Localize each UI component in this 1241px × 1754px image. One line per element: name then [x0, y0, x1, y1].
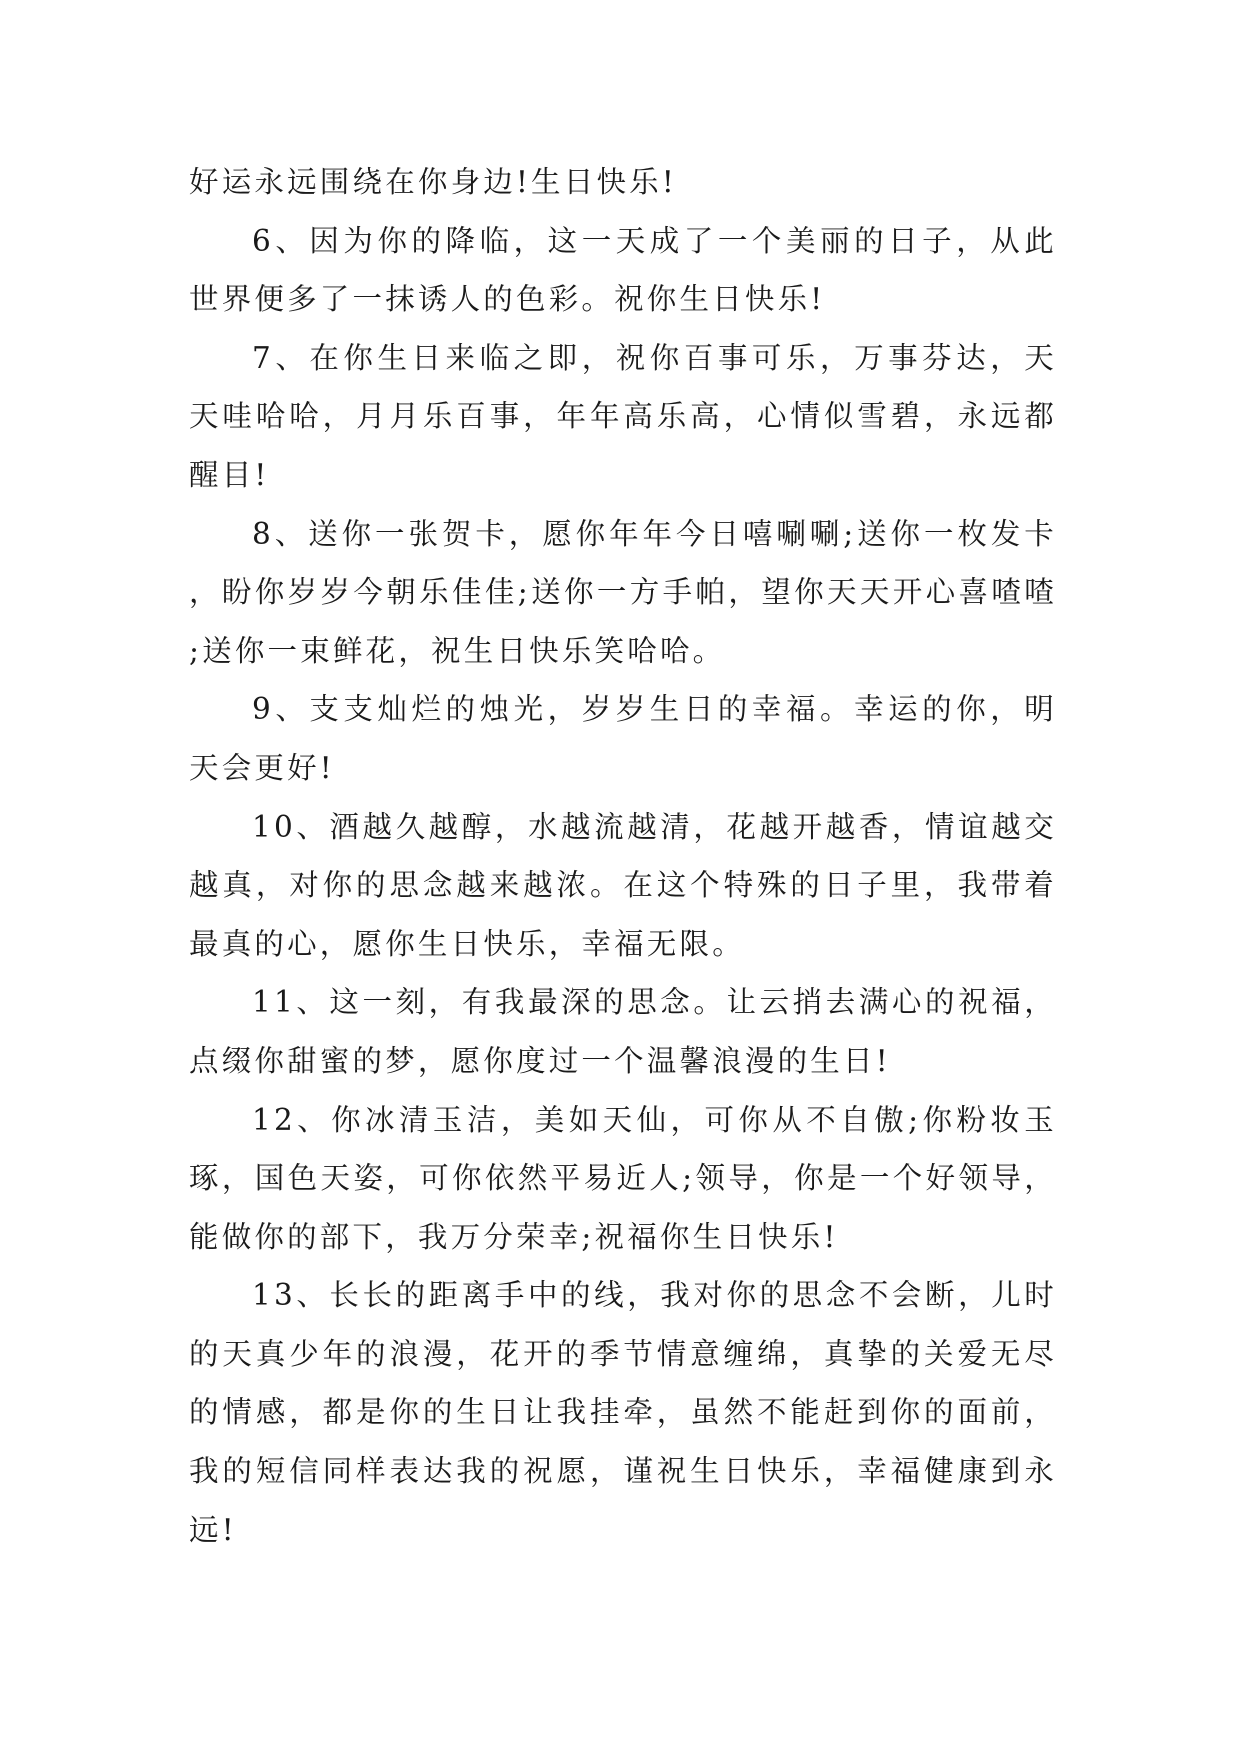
paragraph-continued: 好运永远围绕在你身边!生日快乐!: [189, 165, 677, 199]
paragraph-item-6: 6、因为你的降临，这一天成了一个美丽的日子，从此世界便多了一抹诱人的色彩。祝你生日快乐!: [189, 223, 1057, 317]
paragraph-item-11: 11、这一刻，有我最深的思念。让云捎去满心的祝福，点缀你甜蜜的梦，愿你度过一个温馨浪漫的生日!: [189, 985, 1057, 1078]
paragraph-item-13: 13、长长的距离手中的线，我对你的思念不会断，儿时的天真少年的浪漫，花开的季节情意缠绵，真挚的关爱无尽的情感，都是你的生日让我挂牵，虽然不能赶到你的面前，我的短信同样表达我的祝愿，谨祝生日快乐，幸福健康到永远!: [189, 1278, 1057, 1547]
paragraph-item-8: 8、送你一张贺卡，愿你年年今日嘻唰唰;送你一枚发卡，盼你岁岁今朝乐佳佳;送你一方手帕，望你天天开心喜喳喳;送你一束鲜花，祝生日快乐笑哈哈。: [189, 516, 1057, 668]
paragraph-item-12: 12、你冰清玉洁，美如天仙，可你从不自傲;你粉妆玉琢，国色天姿，可你依然平易近人;领导，你是一个好领导，能做你的部下，我万分荣幸;祝福你生日快乐!: [189, 1102, 1057, 1254]
paragraph-item-7: 7、在你生日来临之即，祝你百事可乐，万事芬达，天天哇哈哈，月月乐百事，年年高乐高，心情似雪碧，永远都醒目!: [189, 340, 1057, 492]
paragraph-item-9: 9、支支灿烂的烛光，岁岁生日的幸福。幸运的你，明天会更好!: [189, 692, 1057, 785]
document-body: [189, 153, 1057, 1559]
paragraph-item-10: 10、酒越久越醇，水越流越清，花越开越香，情谊越交越真，对你的思念越来越浓。在这个特殊的日子里，我带着最真的心，愿你生日快乐，幸福无限。: [189, 809, 1057, 961]
